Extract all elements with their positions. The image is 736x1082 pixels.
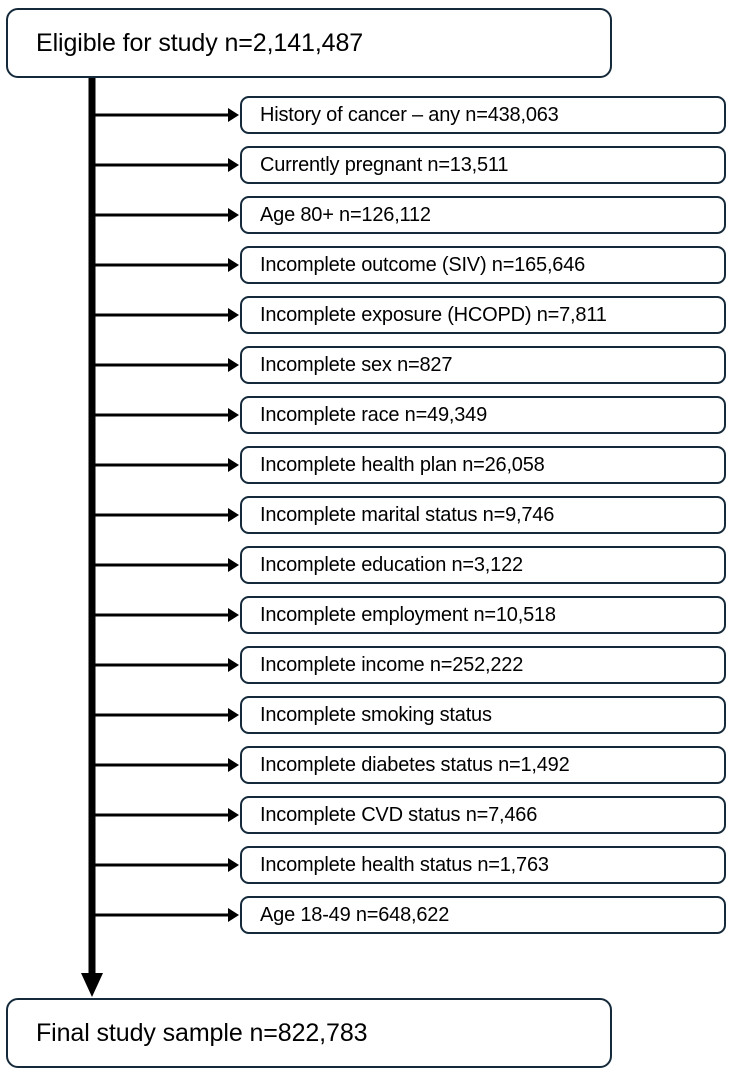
branch-arrowhead [228, 908, 239, 922]
exclusion-box [240, 396, 726, 434]
branch-arrowhead [228, 308, 239, 322]
eligible-box-label: Eligible for study n=2,141,487 [36, 28, 364, 57]
exclusion-box-label: Age 80+ n=126,112 [260, 204, 431, 226]
branch-arrowhead [228, 208, 239, 222]
exclusion-box [240, 746, 726, 784]
exclusion-box-label: Incomplete diabetes status n=1,492 [260, 754, 570, 776]
exclusion-box [240, 596, 726, 634]
exclusion-box-label: Incomplete employment n=10,518 [260, 604, 556, 626]
branch-arrowhead [228, 158, 239, 172]
exclusion-box-label: Incomplete exposure (HCOPD) n=7,811 [260, 304, 607, 326]
exclusion-box-label: Incomplete education n=3,122 [260, 554, 523, 576]
exclusion-box [240, 196, 726, 234]
exclusion-box [240, 446, 726, 484]
exclusion-box-label: Incomplete health plan n=26,058 [260, 454, 545, 476]
final-sample-box [6, 998, 612, 1068]
eligible-box [6, 8, 612, 78]
exclusion-box-label: Incomplete CVD status n=7,466 [260, 804, 538, 826]
exclusion-box [240, 246, 726, 284]
exclusion-box [240, 146, 726, 184]
branch-arrowhead [228, 108, 239, 122]
exclusion-box [240, 296, 726, 334]
branch-arrowhead [228, 608, 239, 622]
exclusion-box [240, 546, 726, 584]
branch-arrowhead [228, 558, 239, 572]
exclusion-box [240, 96, 726, 134]
exclusion-box [240, 496, 726, 534]
exclusion-box-label: Incomplete sex n=827 [260, 354, 453, 376]
exclusion-box-label: Incomplete marital status n=9,746 [260, 504, 555, 526]
branch-arrowhead [228, 858, 239, 872]
exclusion-box-label: Incomplete outcome (SIV) n=165,646 [260, 254, 586, 276]
exclusion-box-label: History of cancer – any n=438,063 [260, 104, 559, 126]
branch-arrowhead [228, 758, 239, 772]
branch-arrowhead [228, 408, 239, 422]
branch-arrowhead [228, 808, 239, 822]
exclusion-box-label: Currently pregnant n=13,511 [260, 154, 509, 176]
exclusion-box [240, 646, 726, 684]
branch-arrowhead [228, 258, 239, 272]
branch-arrowhead [228, 658, 239, 672]
final-sample-box-label: Final study sample n=822,783 [36, 1018, 368, 1047]
branch-arrowhead [228, 508, 239, 522]
exclusion-box-label: Incomplete race n=49,349 [260, 404, 488, 426]
branch-arrowhead [228, 358, 239, 372]
exclusion-box [240, 346, 726, 384]
exclusion-box-label: Incomplete income n=252,222 [260, 654, 524, 676]
exclusion-box-label: Age 18-49 n=648,622 [260, 904, 450, 926]
exclusion-box [240, 846, 726, 884]
branch-arrowhead [228, 458, 239, 472]
branch-arrowhead [228, 708, 239, 722]
exclusion-box-label: Incomplete health status n=1,763 [260, 854, 549, 876]
exclusion-box [240, 696, 726, 734]
exclusion-box-label: Incomplete smoking status [260, 704, 492, 726]
exclusion-box [240, 796, 726, 834]
exclusion-box [240, 896, 726, 934]
trunk-arrowhead [81, 973, 103, 997]
